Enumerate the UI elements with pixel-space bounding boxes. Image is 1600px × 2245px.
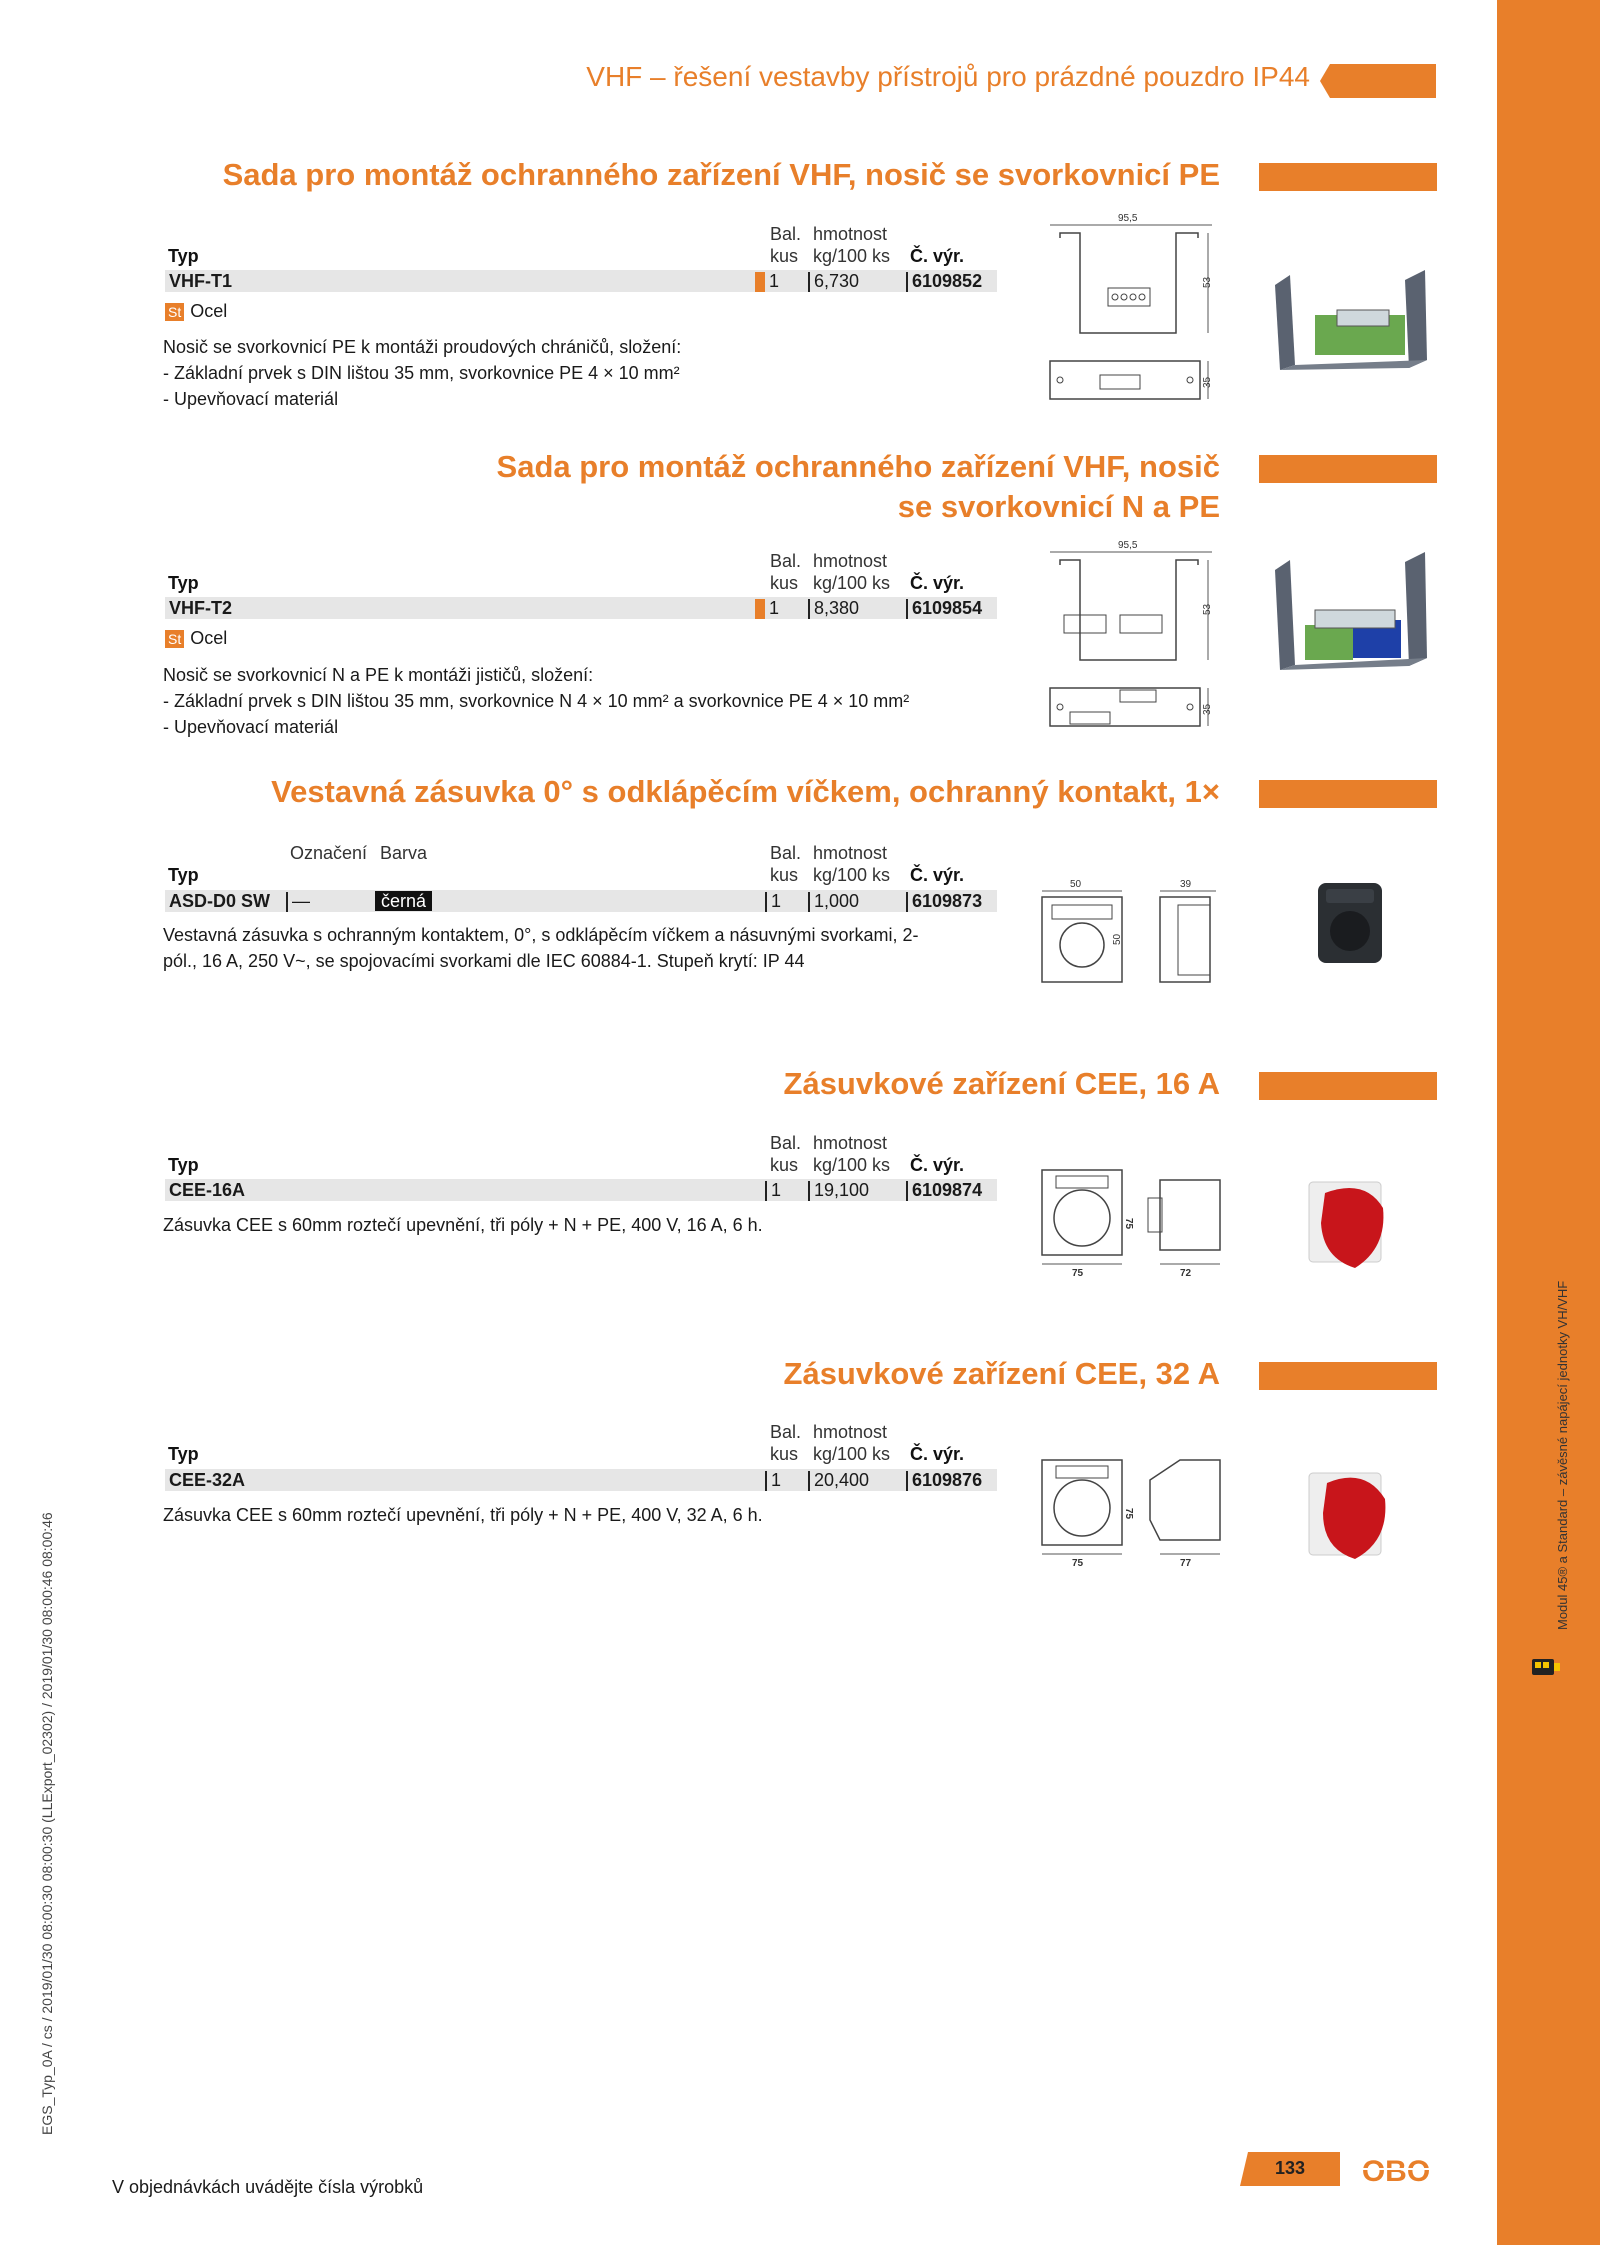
svg-text:39: 39	[1180, 879, 1192, 890]
head-cvyr: Č. výr.	[910, 1444, 965, 1464]
table-row	[165, 1469, 997, 1491]
head-oznaceni: Označení	[290, 843, 368, 863]
svg-text:75: 75	[1123, 1508, 1134, 1520]
section-4-description: Zásuvka CEE s 60mm roztečí upevnění, tři póly + N + PE, 400 V, 16 A, 6 h.	[163, 1215, 763, 1235]
section-5-title: Zásuvkové zařízení CEE, 32 A	[783, 1356, 1220, 1391]
section-1-title-bar	[1259, 163, 1437, 191]
head-hmotnost: hmotnost	[813, 224, 888, 244]
svg-text:72: 72	[1180, 1268, 1192, 1279]
section-2-title: Sada pro montáž ochranného zařízení VHF, nosič se svorkovnicí N a PE	[496, 449, 1220, 524]
head-kg: kg/100 ks	[813, 865, 891, 885]
side-chapter-text: Modul 45® a Standard – závěsné napájecí jednotky VH/VHF	[1555, 1280, 1570, 1630]
head-cvyr: Č. výr.	[910, 246, 965, 266]
technical-drawing	[1040, 540, 1220, 740]
head-kg: kg/100 ks	[813, 1155, 891, 1175]
head-hmotnost: hmotnost	[813, 1133, 888, 1153]
svg-text:75: 75	[1123, 1218, 1134, 1230]
head-hmotnost: hmotnost	[813, 1422, 888, 1442]
svg-text:77: 77	[1180, 1558, 1192, 1569]
material-badge: St	[165, 303, 184, 321]
head-kus: kus	[770, 246, 799, 266]
table-row	[165, 270, 997, 292]
technical-drawing	[1040, 213, 1220, 413]
section-5-description: Zásuvka CEE s 60mm roztečí upevnění, tři póly + N + PE, 400 V, 32 A, 6 h.	[163, 1505, 763, 1525]
section-4-title: Zásuvkové zařízení CEE, 16 A	[783, 1066, 1220, 1101]
weight-value: 20,400	[814, 1470, 870, 1490]
weight-value: 19,100	[814, 1180, 870, 1200]
head-bal: Bal.	[770, 1422, 802, 1442]
article-number: 6109852	[912, 271, 983, 291]
head-typ: Typ	[168, 865, 199, 885]
head-kus: kus	[770, 865, 799, 885]
head-cvyr: Č. výr.	[910, 865, 965, 885]
head-barva: Barva	[380, 843, 428, 863]
technical-drawing	[1030, 1160, 1230, 1280]
head-kus: kus	[770, 1155, 799, 1175]
type-code: VHF-T2	[169, 598, 232, 618]
obo-logo	[1352, 2150, 1440, 2188]
svg-text:50: 50	[1112, 933, 1123, 945]
head-kus: kus	[770, 1444, 799, 1464]
pack-qty: 1	[769, 598, 780, 618]
material-badge: St	[165, 630, 184, 648]
head-kg: kg/100 ks	[813, 1444, 891, 1464]
head-hmotnost: hmotnost	[813, 843, 888, 863]
head-bal: Bal.	[770, 224, 802, 244]
svg-text:50: 50	[1070, 879, 1082, 890]
svg-text:53: 53	[1202, 276, 1213, 288]
head-typ: Typ	[168, 246, 199, 266]
section-2-description: Nosič se svorkovnicí N a PE k montáži jističů, složení: - Základní prvek s DIN lištou 35 mm, svorkovnice N 4 × 10 mm² a svorkovnice PE 4 × 10 mm² - Upevňovací materiál	[163, 665, 910, 737]
material-row	[165, 301, 227, 322]
page-header-title: VHF – řešení vestavby přístrojů pro prázdné pouzdro IP44	[586, 61, 1310, 92]
weight-value: 1,000	[814, 891, 860, 911]
head-kg: kg/100 ks	[813, 246, 891, 266]
color-value: černá	[375, 891, 432, 911]
article-number: 6109854	[912, 598, 983, 618]
section-4-title-bar	[1259, 1072, 1437, 1100]
head-bal: Bal.	[770, 1133, 802, 1153]
head-bal: Bal.	[770, 551, 802, 571]
head-typ: Typ	[168, 573, 199, 593]
type-code: ASD-D0 SW	[169, 891, 271, 911]
svg-text:35: 35	[1202, 703, 1213, 715]
material-name: Ocel	[190, 628, 228, 648]
pack-qty: 1	[771, 1470, 782, 1490]
product-photo-cee-16a	[1305, 1178, 1395, 1273]
table-row	[165, 597, 997, 619]
weight-value: 6,730	[814, 271, 860, 291]
material-name: Ocel	[190, 301, 228, 321]
footer-note: V objednávkách uvádějte čísla výrobků	[112, 2177, 424, 2197]
product-photo-vhf-t1	[1265, 270, 1435, 375]
section-3-description: Vestavná zásuvka s ochranným kontaktem, 0°, s odklápěcím víčkem a násuvnými svorkami, 2- pól., 16 A, 250 V~, se spojovacími svorkami dle IEC 60884-1. Stupeň krytí: IP 44	[163, 925, 919, 971]
page-number: 133	[1274, 2158, 1306, 2178]
product-photo-asd-d0-sw	[1310, 875, 1390, 970]
svg-text:95,5: 95,5	[1118, 540, 1138, 551]
svg-text:75: 75	[1072, 1558, 1084, 1569]
type-code: CEE-16A	[169, 1180, 246, 1200]
pack-qty: 1	[771, 891, 782, 911]
head-kus: kus	[770, 573, 799, 593]
side-color-strip	[1497, 0, 1600, 2245]
section-3-title: Vestavná zásuvka 0° s odklápěcím víčkem, ochranný kontakt, 1×	[271, 774, 1220, 809]
weight-value: 8,380	[814, 598, 860, 618]
svg-text:75: 75	[1072, 1268, 1084, 1279]
pack-qty: 1	[769, 271, 780, 291]
table-row	[165, 890, 997, 912]
section-3-title-bar	[1259, 780, 1437, 808]
svg-text:53: 53	[1202, 603, 1213, 615]
head-typ: Typ	[168, 1155, 199, 1175]
power-unit-icon	[1530, 1653, 1562, 1681]
article-number: 6109876	[912, 1470, 983, 1490]
head-kg: kg/100 ks	[813, 573, 891, 593]
head-bal: Bal.	[770, 843, 802, 863]
head-cvyr: Č. výr.	[910, 573, 965, 593]
technical-drawing	[1030, 875, 1230, 995]
product-photo-vhf-t2	[1265, 550, 1435, 675]
section-1-title: Sada pro montáž ochranného zařízení VHF, nosič se svorkovnicí PE	[222, 157, 1220, 192]
product-photo-cee-32a	[1305, 1465, 1395, 1565]
document-meta-text: EGS_Typ_0A / cs / 2019/01/30 08:00:30 08:00:30 (LLExport_02302) / 2019/01/30 08:00:46 08:00:46	[39, 1512, 55, 2135]
section-5-title-bar	[1259, 1362, 1437, 1390]
technical-drawing	[1030, 1450, 1230, 1570]
table-row	[165, 1179, 997, 1201]
svg-text:35: 35	[1202, 376, 1213, 388]
head-typ: Typ	[168, 1444, 199, 1464]
section-1-description: Nosič se svorkovnicí PE k montáži proudových chráničů, složení: - Základní prvek s DIN lištou 35 mm, svorkovnice PE 4 × 10 mm² - Upevňovací materiál	[163, 337, 682, 409]
type-code: VHF-T1	[169, 271, 232, 291]
designation-value: —	[292, 891, 310, 911]
section-2-title-bar	[1259, 455, 1437, 483]
svg-text:OBO: OBO	[1361, 2155, 1431, 2188]
head-cvyr: Č. výr.	[910, 1155, 965, 1175]
material-row	[165, 628, 227, 649]
article-number: 6109873	[912, 891, 983, 911]
article-number: 6109874	[912, 1180, 983, 1200]
svg-text:95,5: 95,5	[1118, 213, 1138, 224]
pack-qty: 1	[771, 1180, 782, 1200]
type-code: CEE-32A	[169, 1470, 246, 1490]
header-tab-marker	[1320, 64, 1436, 98]
head-hmotnost: hmotnost	[813, 551, 888, 571]
